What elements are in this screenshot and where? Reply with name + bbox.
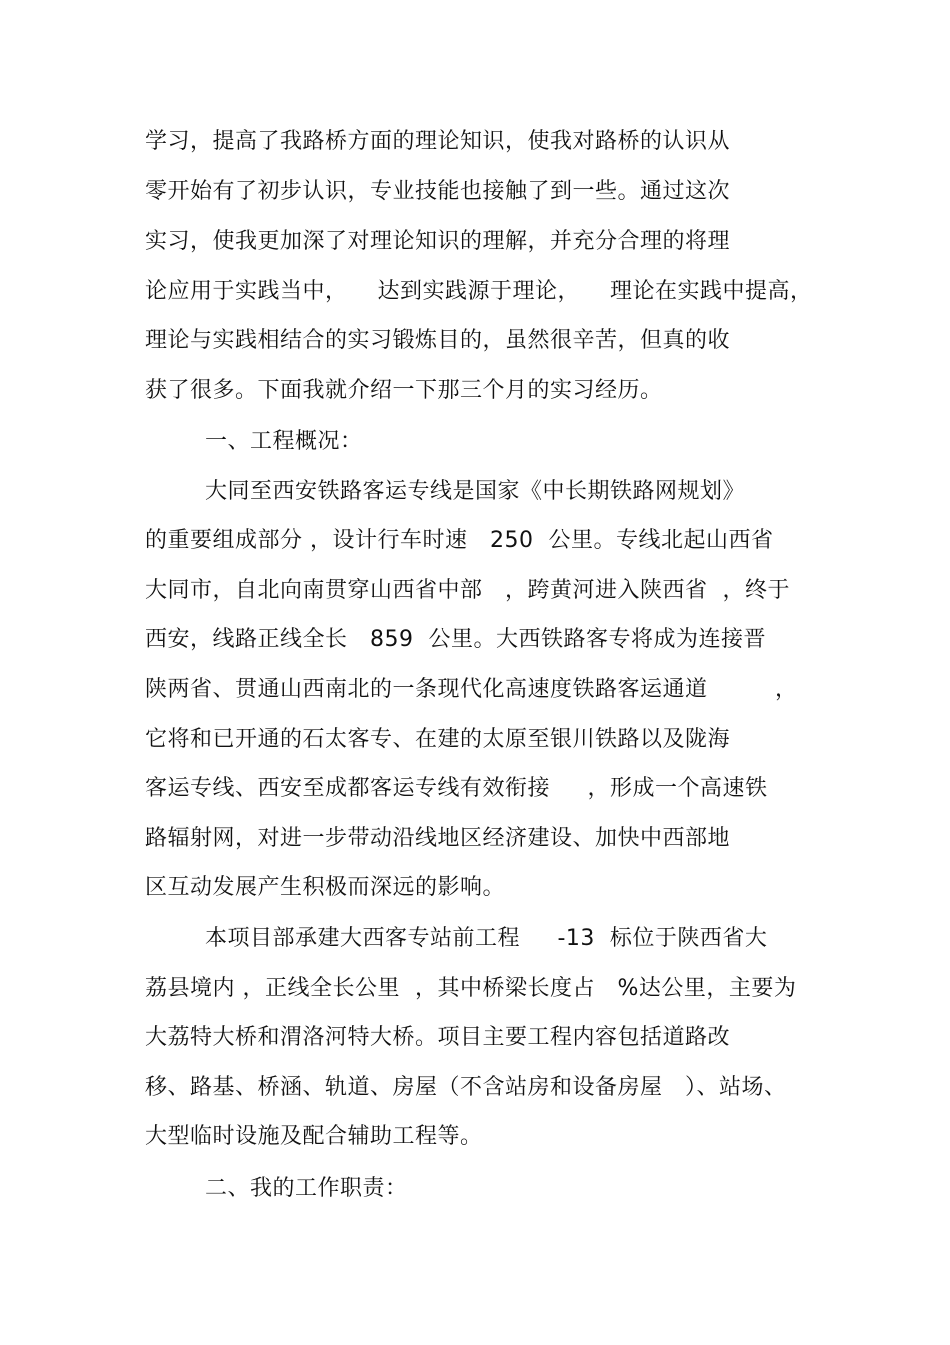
section-heading: 一、工程概况： [205, 429, 363, 454]
section-heading: 二、我的工作职责： [205, 1176, 408, 1201]
paragraph-line: 区互动发展产生积极而深远的影响。 [145, 875, 506, 900]
paragraph-line: 路辐射网，对进一步带动沿线地区经济建设、加快中西部地 [145, 826, 731, 851]
paragraph-line: 的重要组成部分 ，设计行车时速 250 公里。专线北起山西省 [145, 528, 774, 553]
paragraph-line: 本项目部承建大西客专站前工程 -13 标位于陕西省大 [205, 926, 768, 951]
paragraph-line: 它将和已开通的石太客专、在建的太原至银川铁路以及陇海 [145, 727, 731, 752]
paragraph-line: 大同市，自北向南贯穿山西省中部 ，跨黄河进入陕西省 ，终于 [145, 578, 790, 603]
paragraph-line: 学习，提高了我路桥方面的理论知识，使我对路桥的认识从 [145, 129, 731, 154]
paragraph-line: 零开始有了初步认识，专业技能也接触了到一些。通过这次 [145, 179, 731, 204]
paragraph-line: 陕两省、贯通山西南北的一条现代化高速度铁路客运通道 ， [145, 677, 798, 702]
paragraph-line: 实习，使我更加深了对理论知识的理解，并充分合理的将理 [145, 229, 731, 254]
paragraph-line: 大型临时设施及配合辅助工程等。 [145, 1124, 483, 1149]
paragraph-line: 荔县境内 ，正线全长公里 ，其中桥梁长度占 %达公里，主要为 [145, 976, 797, 1001]
paragraph-line: 西安，线路正线全长 859 公里。大西铁路客专将成为连接晋 [145, 627, 766, 652]
paragraph-line: 大荔特大桥和渭洛河特大桥。项目主要工程内容包括道路改 [145, 1025, 731, 1050]
paragraph-line: 移、路基、桥涵、轨道、房屋（不含站房和设备房屋 ）、站场、 [145, 1075, 787, 1100]
paragraph-line: 论应用于实践当中， 达到实践源于理论， 理论在实践中提高， [145, 279, 813, 304]
paragraph-line: 理论与实践相结合的实习锻炼目的，虽然很辛苦，但真的收 [145, 328, 731, 353]
paragraph-line: 获了很多。下面我就介绍一下那三个月的实习经历。 [145, 378, 663, 403]
paragraph-line: 大同至西安铁路客运专线是国家《中长期铁路网规划》 [205, 479, 746, 504]
paragraph-line: 客运专线、西安至成都客运专线有效衔接 ，形成一个高速铁 [145, 776, 768, 801]
